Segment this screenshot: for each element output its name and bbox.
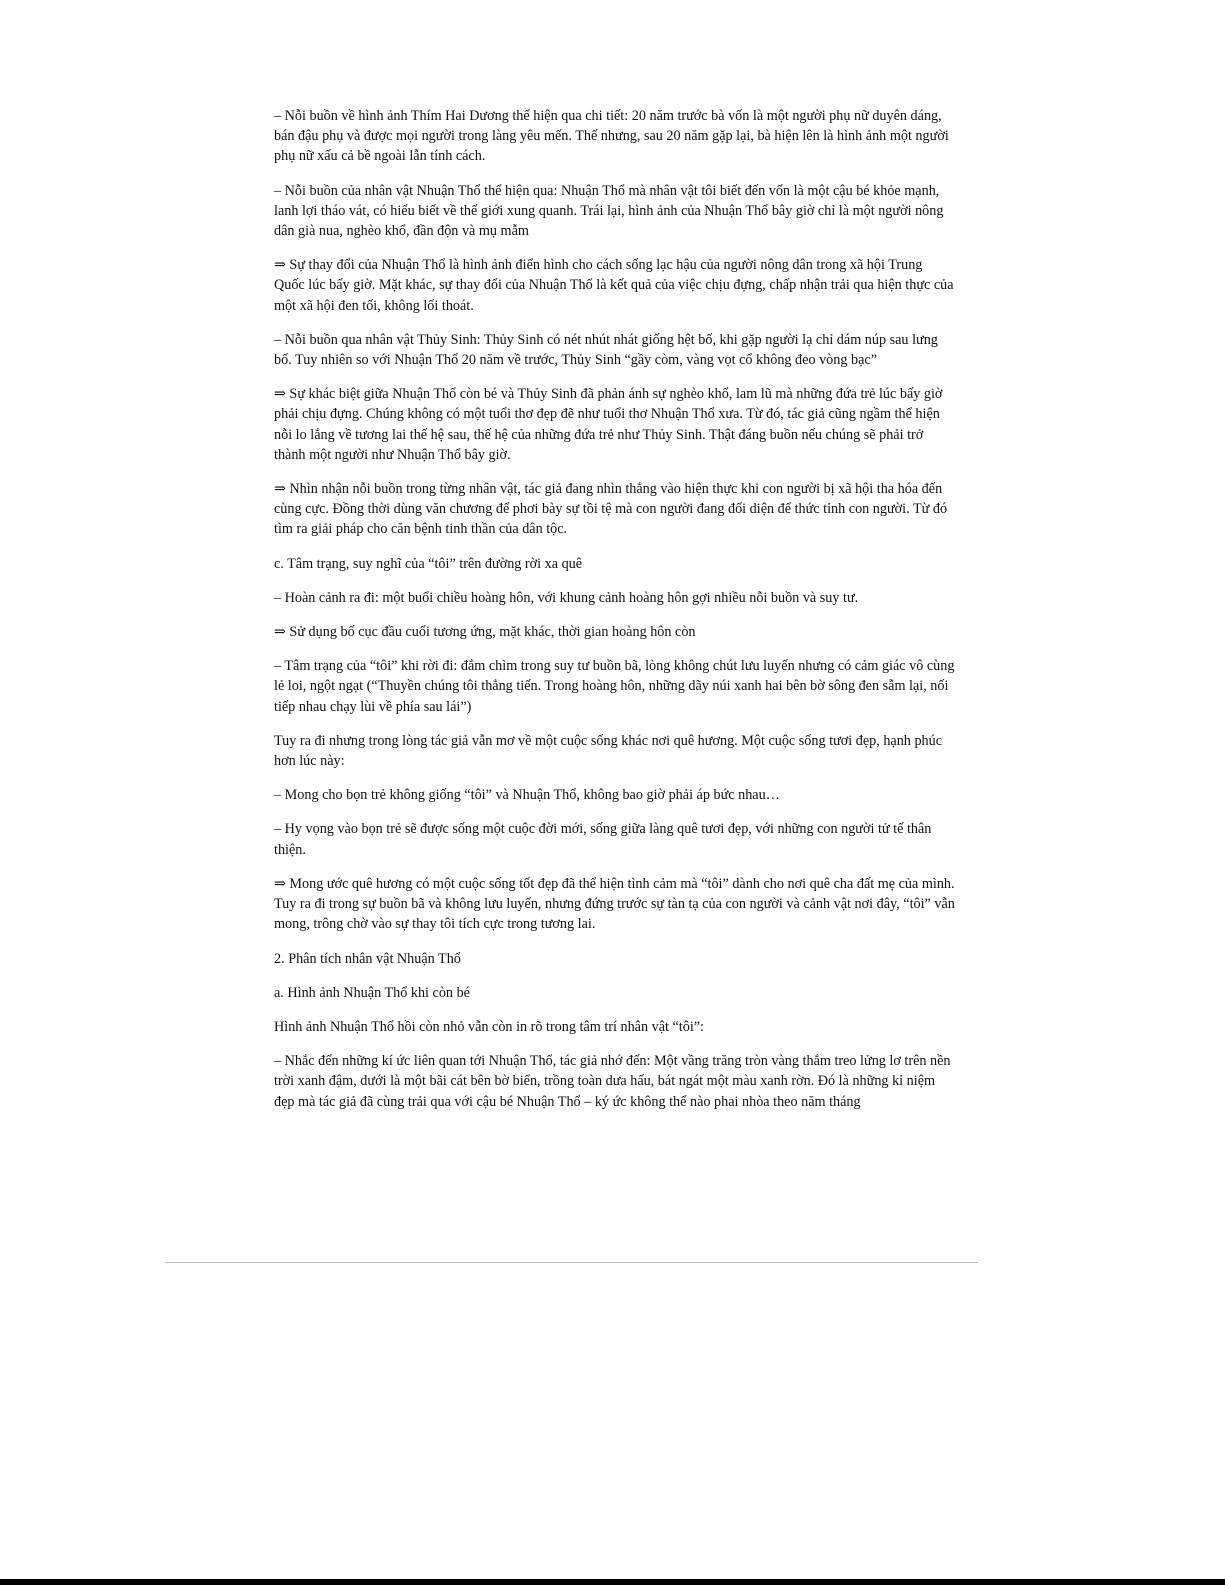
paragraph: – Nỗi buồn về hình ảnh Thím Hai Dương thể hiện qua chi tiết: 20 năm trước bà vốn là một người phụ nữ duyên dáng, bán đậu phụ và được mọi người trong làng yêu mến. Thế nhưng, sau 20 năm gặp lại, bà hiện lên là hình ảnh một người phụ nữ xấu cả bề ngoài lẫn tính cách. bbox=[274, 108, 949, 165]
paragraph: ⇒ Sự thay đổi của Nhuận Thổ là hình ảnh điển hình cho cách sống lạc hậu của người nông dân trong xã hội Trung Quốc lúc bấy giờ. Mặt khác, sự thay đổi của Nhuận Thổ là kết quả của việc chịu đựng, chấp nhận trải qua hiện thực của một xã hội đen tối, không lối thoát. bbox=[274, 257, 954, 314]
document-body bbox=[274, 106, 956, 1126]
paragraph: Hình ảnh Nhuận Thổ hồi còn nhỏ vẫn còn in rõ trong tâm trí nhân vật “tôi”: bbox=[274, 1018, 705, 1035]
paragraph: – Nỗi buồn qua nhân vật Thủy Sinh: Thủy Sinh có nét nhút nhát giống hệt bố, khi gặp người lạ chỉ dám núp sau lưng bố. Tuy nhiên so với Nhuận Thổ 20 năm về trước, Thủy Sinh “gầy còm, vàng vọt cổ không đeo vòng bạc” bbox=[274, 331, 938, 369]
section-heading: c. Tâm trạng, suy nghĩ của “tôi” trên đường rời xa quê bbox=[274, 555, 583, 572]
paragraph: – Mong cho bọn trẻ không giống “tôi” và Nhuận Thổ, không bao giờ phải áp bức nhau… bbox=[274, 787, 780, 804]
paragraph: – Nhắc đến những kí ức liên quan tới Nhuận Thổ, tác giả nhớ đến: Một vầng trăng tròn vàng thắm treo lửng lơ trên nền trời xanh đậm, dưới là một bãi cát bên bờ biển, trồng toàn dưa hấu, bát ngát một màu xanh rờn. Đó là những kỉ niệm đẹp mà tác giả đã cùng trải qua với cậu bé Nhuận Thổ – ký ức không thể nào phai nhòa theo năm tháng bbox=[274, 1053, 951, 1110]
paragraph: Tuy ra đi nhưng trong lòng tác giả vẫn mơ về một cuộc sống khác nơi quê hương. Một cuộc sống tươi đẹp, hạnh phúc hơn lúc này: bbox=[274, 732, 943, 770]
paragraph: ⇒ Sự khác biệt giữa Nhuận Thổ còn bé và Thủy Sinh đã phản ánh sự nghèo khổ, lam lũ mà những đứa trẻ lúc bấy giờ phải chịu đựng. Chúng không có một tuổi thơ đẹp đẽ như tuổi thơ Nhuận Thổ xưa. Từ đó, tác giả cũng ngầm thể hiện nỗi lo lắng về tương lai thế hệ sau, thế hệ của những đứa trẻ như Thủy Sinh. Thật đáng buồn nếu chúng sẽ phải trở thành một người như Nhuận Thổ bây giờ. bbox=[274, 386, 943, 463]
paragraph: ⇒ Nhìn nhận nỗi buồn trong từng nhân vật, tác giả đang nhìn thẳng vào hiện thực khi con người bị xã hội tha hóa đến cùng cực. Đồng thời dùng văn chương để phơi bày sự tồi tệ mà con người đang đối diện để thức tỉnh con người. Từ đó tìm ra giải pháp cho căn bệnh tinh thần của dân tộc. bbox=[274, 481, 948, 538]
page-divider bbox=[165, 1262, 978, 1263]
paragraph: – Hy vọng vào bọn trẻ sẽ được sống một cuộc đời mới, sống giữa làng quê tươi đẹp, với những con người tử tế thân thiện. bbox=[274, 821, 932, 858]
paragraph: ⇒ Mong ước quê hương có một cuộc sống tốt đẹp đã thể hiện tình cảm mà “tôi” dành cho nơi quê cha đất mẹ của mình. Tuy ra đi trong sự buồn bã và không lưu luyến, nhưng đứng trước sự tàn tạ của con người và cảnh vật nơi đây, “tôi” vẫn mong, trông chờ vào sự thay tôi tích cực trong tương lai. bbox=[274, 875, 955, 933]
subsection-heading: a. Hình ảnh Nhuận Thổ khi còn bé bbox=[274, 984, 470, 1001]
paragraph: ⇒ Sử dụng bố cục đầu cuối tương ứng, mặt khác, thời gian hoàng hôn còn bbox=[274, 624, 696, 641]
paragraph: – Hoàn cảnh ra đi: một buổi chiều hoàng hôn, với khung cảnh hoàng hôn gợi nhiều nỗi buồn và suy tư. bbox=[274, 589, 859, 606]
section-heading: 2. Phân tích nhân vật Nhuận Thổ bbox=[274, 950, 461, 967]
bottom-edge-bar bbox=[0, 1579, 1225, 1585]
paragraph: – Tâm trạng của “tôi” khi rời đi: đắm chìm trong suy tư buồn bã, lòng không chút lưu luyến nhưng có cảm giác vô cùng lẻ loi, ngột ngạt (“Thuyền chúng tôi thẳng tiến. Trong hoàng hôn, những dãy núi xanh hai bên bờ sông đen sẫm lại, nối tiếp nhau chạy lùi về phía sau lái”) bbox=[274, 658, 955, 715]
paragraph: – Nỗi buồn của nhân vật Nhuận Thổ thể hiện qua: Nhuận Thổ mà nhân vật tôi biết đến vốn là một cậu bé khỏe mạnh, lanh lợi tháo vát, có hiểu biết về thế giới xung quanh. Trái lại, hình ảnh của Nhuận Thổ bây giờ chỉ là một người nông dân già nua, nghèo khổ, đần độn và mụ mẫm bbox=[274, 182, 944, 240]
